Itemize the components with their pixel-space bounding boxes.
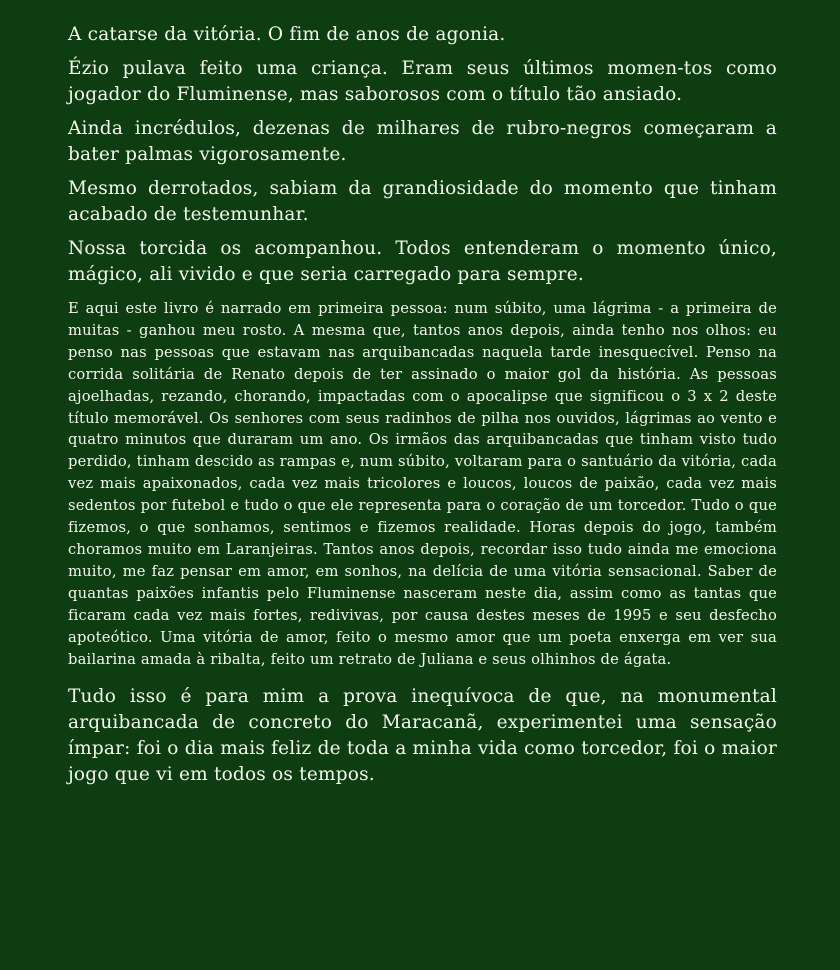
paragraph-closing: Tudo isso é para mim a prova inequívoca de que, na monumental arquibancada de concreto do Maracanã, experimentei uma sensação ímpar: foi o dia mais feliz de toda a minha vida como torcedor, foi o maior jogo que vi em todos os tempos. — [68, 686, 777, 786]
paragraph-ezio: Ézio pulava feito uma criança. Eram seus últimos momen-tos como jogador do Fluminense, mas saborosos com o título tão ansiado. — [68, 58, 777, 105]
paragraph-narrative: E aqui este livro é narrado em primeira pessoa: num súbito, uma lágrima - a primeira de muitas - ganhou meu rosto. A mesma que, tantos anos depois, ainda tenho nos olhos: eu penso nas pessoas que estavam nas arquibancadas naquela tarde inesquecível. Penso na corrida solitária de Renato depois de ter assinado o maior gol da história. As pessoas ajoelhadas, rezando, chorando, impactadas com o apocalipse que significou o 3 x 2 deste título memorável. Os senhores com seus radinhos de pilha nos ouvidos, lágrimas ao vento e quatro minutos que duraram um ano. Os irmãos das arquibancadas que tinham visto tudo perdido, tinham descido as rampas e, num súbito, voltaram para o santuário da vitória, cada vez mais apaixonados, cada vez mais tricolores e loucos, loucos de paixão, cada vez mais sedentos por futebol e tudo o que ele representa para o coração de um torcedor. Tudo o que fizemos, o que sonhamos, sentimos e fizemos realidade. Horas depois do jogo, também choramos muito em Laranjeiras. Tantos anos depois, recordar isso tudo ainda me emociona muito, me faz pensar em amor, em sonhos, na delícia de uma vitória sensacional. Saber de quantas paixões infantis pelo Fluminense nasceram neste dia, assim como as tantas que ficaram cada vez mais fortes, redivivas, por causa destes meses de 1995 e seu desfecho apoteótico. Uma vitória de amor, feito o mesmo amor que um poeta enxerga em ver sua bailarina amada à ribalta, feito um retrato de Juliana e seus olhinhos de ágata. — [68, 300, 777, 668]
paragraph-catharsis: A catarse da vitória. O fim de anos de agonia. — [68, 24, 506, 45]
paragraph-derrotados: Mesmo derrotados, sabiam da grandiosidade do momento que tinham acabado de testemunhar. — [68, 178, 777, 225]
paragraph-rubro-negros: Ainda incrédulos, dezenas de milhares de rubro-negros começaram a bater palmas vigorosamente. — [68, 118, 777, 165]
paragraph-torcida: Nossa torcida os acompanhou. Todos entenderam o momento único, mágico, ali vivido e que seria carregado para sempre. — [68, 238, 777, 285]
